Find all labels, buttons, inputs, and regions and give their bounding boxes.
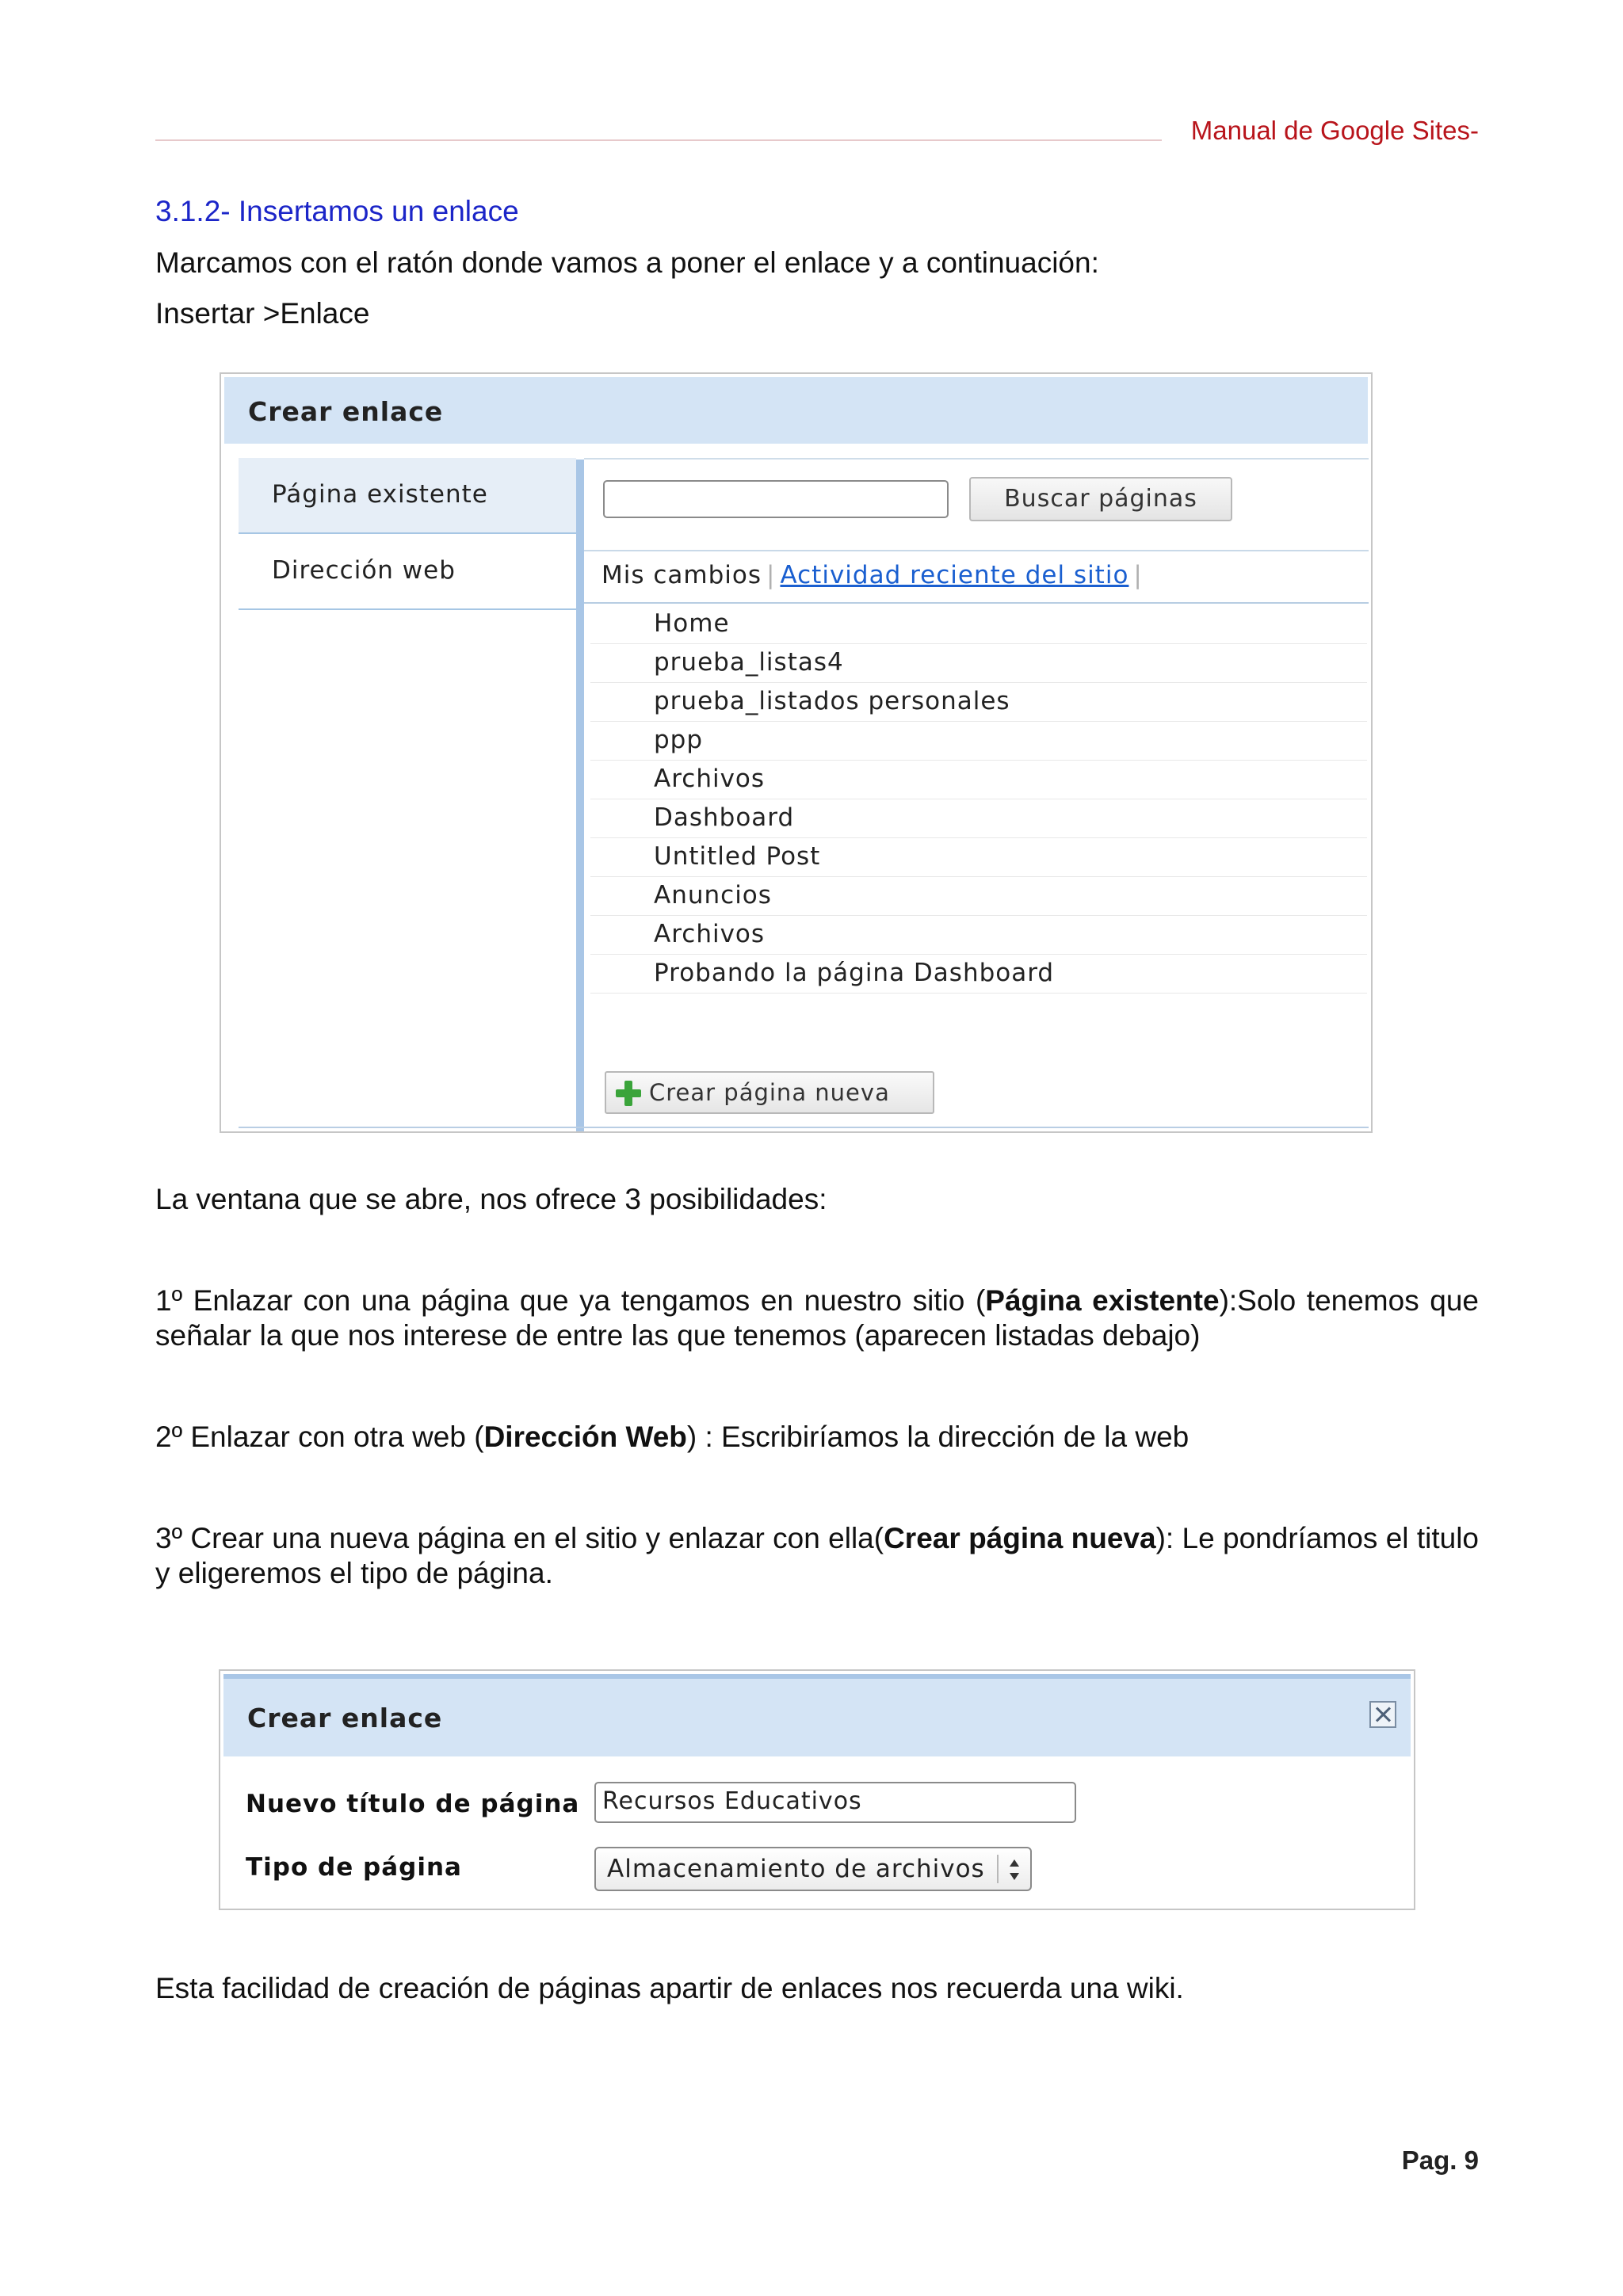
option-1-suffix: ):Solo tenemos que señalar la que nos interese de entre las que tenemos (aparecen listadas debajo) (155, 1284, 1479, 1352)
filter-rule (584, 550, 1369, 551)
header-rule (155, 139, 1162, 141)
closing-paragraph: Esta facilidad de creación de páginas apartir de enlaces nos recuerda una wiki. (155, 1972, 1184, 2004)
plus-icon (616, 1081, 641, 1106)
page-search-input[interactable] (603, 480, 949, 518)
option-1-bold: Página existente (985, 1284, 1220, 1317)
dialog-title-bar (224, 377, 1368, 444)
option-1-paragraph (155, 1283, 1479, 1353)
select-arrows-icon (1008, 1859, 1021, 1880)
nav-item-web-address[interactable]: Dirección web (239, 534, 576, 610)
page-type-label: Tipo de página (246, 1853, 462, 1882)
page-list-item[interactable]: Anuncios (590, 877, 1367, 916)
nav-item-existing-page[interactable]: Página existente (239, 458, 576, 534)
close-icon[interactable] (1369, 1701, 1396, 1728)
page-list (590, 605, 1367, 994)
create-new-page-label: Crear página nueva (649, 1079, 890, 1106)
option-2-prefix: 2º Enlazar con otra web ( (155, 1421, 484, 1453)
page-header (155, 111, 1479, 151)
intro-line-2: Insertar >Enlace (155, 297, 370, 330)
list-top-rule (584, 602, 1369, 604)
page-list-item[interactable]: Home (590, 605, 1367, 644)
page-list-item[interactable]: ppp (590, 722, 1367, 761)
option-2-paragraph (155, 1420, 1479, 1455)
page-list-item[interactable]: Archivos (590, 761, 1367, 799)
dialog-bottom-rule (239, 1127, 1369, 1128)
dialog-title-bar (223, 1674, 1411, 1756)
option-3-suffix: ): Le pondríamos el titulo y eligeremos el tipo de página. (155, 1522, 1480, 1589)
page-title-label: Nuevo título de página (246, 1790, 580, 1818)
page-list-item[interactable]: Archivos (590, 916, 1367, 955)
page-type-select[interactable] (594, 1847, 1032, 1891)
option-1-prefix: 1º Enlazar con una página que ya tengamos en nuestro sitio ( (155, 1284, 986, 1317)
page-filter-bar (601, 561, 1148, 589)
search-pages-button[interactable]: Buscar páginas (969, 477, 1232, 521)
page-number: Pag. 9 (1401, 2145, 1479, 2175)
select-divider (997, 1855, 999, 1883)
option-3-prefix: 3º Crear una nueva página en el sitio y enlazar con ella( (155, 1522, 884, 1554)
new-page-dialog-screenshot (219, 1669, 1415, 1910)
panel-top-rule (584, 458, 1369, 460)
page-type-value: Almacenamiento de archivos (607, 1855, 985, 1883)
filter-separator: | (766, 561, 776, 589)
page-list-item[interactable]: prueba_listas4 (590, 644, 1367, 683)
intro-line-1: Marcamos con el ratón donde vamos a poner el enlace y a continuación: (155, 246, 1099, 279)
dialog-title: Crear enlace (248, 396, 444, 427)
page-list-item[interactable]: Dashboard (590, 799, 1367, 838)
page-title-input[interactable]: Recursos Educativos (594, 1782, 1076, 1823)
create-link-dialog-screenshot (220, 372, 1373, 1133)
page-list-item[interactable]: Probando la página Dashboard (590, 955, 1367, 994)
dialog-title: Crear enlace (247, 1703, 443, 1733)
page-list-item[interactable]: Untitled Post (590, 838, 1367, 877)
panel-splitter (576, 460, 584, 1131)
page-list-item[interactable]: prueba_listados personales (590, 683, 1367, 722)
section-heading: 3.1.2- Insertamos un enlace (155, 195, 519, 227)
filter-recent-activity-link[interactable]: Actividad reciente del sitio (780, 561, 1129, 589)
option-3-bold: Crear página nueva (884, 1522, 1156, 1554)
link-type-nav (239, 458, 576, 610)
options-intro: La ventana que se abre, nos ofrece 3 posibilidades: (155, 1183, 827, 1215)
option-2-suffix: ) : Escribiríamos la dirección de la web (686, 1421, 1190, 1453)
header-title: Manual de Google Sites- (1190, 116, 1479, 145)
filter-separator-end: | (1133, 561, 1143, 589)
filter-my-changes[interactable]: Mis cambios (601, 561, 762, 589)
option-3-paragraph (155, 1521, 1479, 1591)
option-2-bold: Dirección Web (483, 1421, 687, 1453)
create-new-page-button[interactable] (605, 1071, 934, 1114)
